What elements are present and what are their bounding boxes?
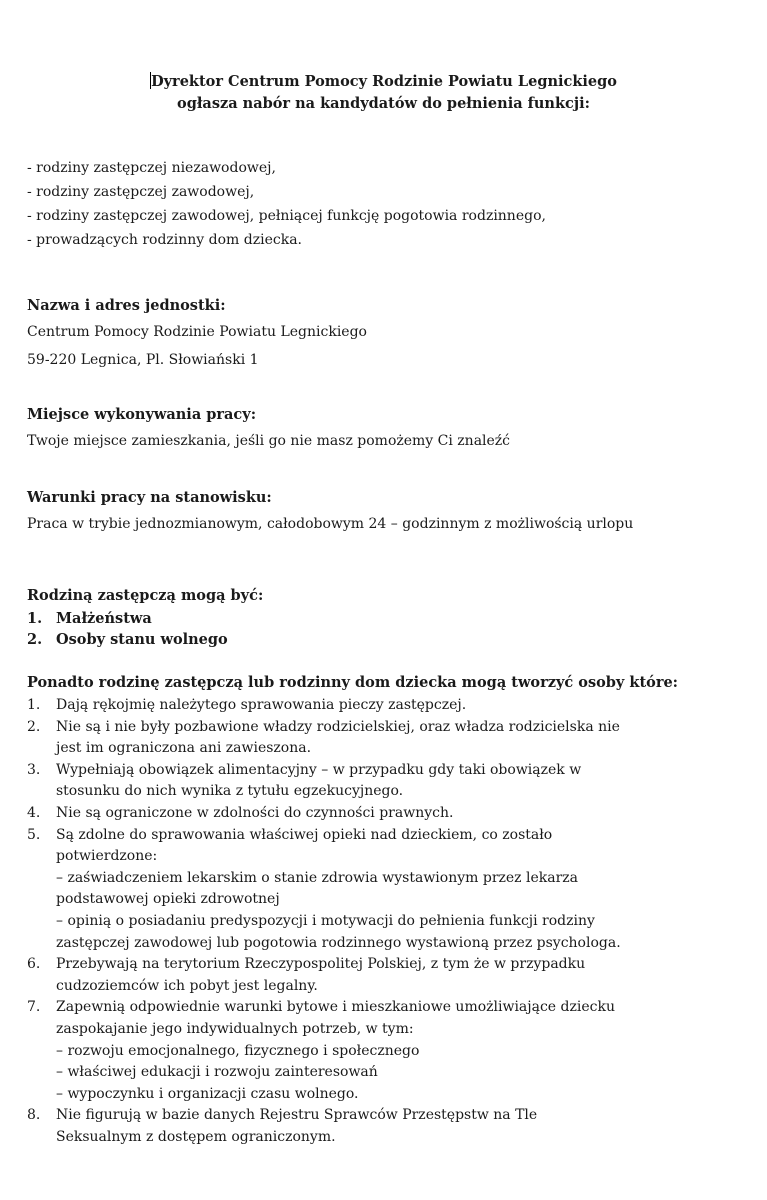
requirement-item	[0, 695, 757, 717]
announcement-header	[0, 71, 767, 115]
requirement-number: 5.	[27, 826, 41, 843]
requirement-line: Przebywają na terytorium Rzeczypospolitej Polskiej, z tym że w przypadku	[56, 956, 586, 973]
requirement-number: 4.	[27, 804, 41, 821]
requirement-item	[0, 1105, 757, 1148]
requirement-line: zastępczej zawodowej lub pogotowia rodzinnego wystawioną przez psychologa.	[56, 934, 621, 951]
requirement-line: Są zdolne do sprawowania właściwej opieki nad dzieckiem, co zostało	[56, 826, 553, 843]
requirement-number: 7.	[27, 999, 41, 1016]
workplace-title: Miejsce wykonywania pracy:	[27, 406, 257, 423]
unit-section	[27, 294, 747, 374]
workplace-text: Twoje miejsce zamieszkania, jeśli go nie masz pomożemy Ci znaleźć	[27, 433, 511, 449]
function-item: - rodziny zastępczej zawodowej, pełniącej funkcję pogotowia rodzinnego,	[27, 208, 546, 224]
requirement-item	[0, 825, 757, 955]
requirements-section	[27, 671, 757, 1148]
requirements-list	[0, 695, 757, 1148]
who-item-number: 2.	[27, 631, 43, 648]
requirement-line: Wypełniają obowiązek alimentacyjny – w przypadku gdy taki obowiązek w	[56, 761, 582, 778]
requirement-number: 1.	[27, 697, 41, 713]
who-item	[0, 629, 747, 650]
header-line-2: ogłasza nabór na kandydatów do pełnienia funkcji:	[177, 95, 590, 112]
requirement-line: cudzoziemców ich pobyt jest legalny.	[56, 977, 318, 994]
conditions-title: Warunki pracy na stanowisku:	[27, 489, 272, 506]
requirement-number: 2.	[27, 718, 41, 735]
header-line-1-text: Dyrektor Centrum Pomocy Rodzinie Powiatu Legnickiego	[151, 73, 617, 90]
unit-title: Nazwa i adres jednostki:	[27, 297, 226, 314]
function-item: - rodziny zastępczej zawodowej,	[27, 184, 255, 200]
who-item-number: 1.	[27, 610, 43, 627]
requirement-line: – rozwoju emocjonalnego, fizycznego i społecznego	[56, 1042, 420, 1059]
who-title: Rodziną zastępczą mogą być:	[27, 587, 264, 604]
requirement-number: 3.	[27, 761, 41, 778]
header-line-1	[0, 71, 767, 93]
who-item-text: Osoby stanu wolnego	[56, 631, 228, 648]
requirement-line: zaspokajanie jego indywidualnych potrzeb, w tym:	[56, 1020, 414, 1037]
function-item: - rodziny zastępczej niezawodowej,	[27, 160, 276, 176]
requirement-line: Nie są i nie były pozbawione władzy rodzicielskiej, oraz władza rodzicielska nie	[56, 718, 620, 735]
requirement-line: – właściwej edukacji i rozwoju zainteresowań	[56, 1064, 378, 1081]
requirement-line: Zapewnią odpowiednie warunki bytowe i mieszkaniowe umożliwiające dziecku	[56, 999, 615, 1016]
requirement-item	[0, 803, 757, 825]
requirement-line: Dają rękojmię należytego sprawowania pieczy zastępczej.	[56, 697, 467, 713]
unit-address: 59-220 Legnica, Pl. Słowiański 1	[27, 352, 259, 368]
requirement-line: jest im ograniczona ani zawieszona.	[56, 740, 312, 757]
functions-list	[27, 156, 747, 252]
requirement-line: Nie figurują w bazie danych Rejestru Sprawców Przestępstw na Tle	[56, 1107, 538, 1124]
function-item: - prowadzących rodzinny dom dziecka.	[27, 232, 303, 248]
who-item-text: Małżeństwa	[56, 610, 152, 627]
conditions-section	[27, 486, 747, 538]
requirement-line: – wypoczynku i organizacji czasu wolnego.	[56, 1085, 359, 1102]
who-item	[0, 608, 747, 629]
requirement-item	[0, 760, 757, 803]
who-list	[0, 608, 747, 650]
requirement-number: 8.	[27, 1107, 41, 1124]
who-section	[27, 584, 747, 650]
unit-name: Centrum Pomocy Rodzinie Powiatu Legnickiego	[27, 324, 367, 340]
conditions-text: Praca w trybie jednozmianowym, całodobowym 24 – godzinnym z możliwością urlopu	[27, 516, 634, 532]
requirement-item	[0, 717, 757, 760]
requirement-line: stosunku do nich wynika z tytułu egzekucyjnego.	[56, 783, 404, 800]
requirement-item	[0, 954, 757, 997]
requirement-line: – opinią o posiadaniu predyspozycji i motywacji do pełnienia funkcji rodziny	[56, 912, 595, 929]
workplace-section	[27, 403, 747, 455]
requirements-title: Ponadto rodzinę zastępczą lub rodzinny dom dziecka mogą tworzyć osoby które:	[27, 674, 679, 691]
requirement-line: potwierdzone:	[56, 848, 158, 865]
requirement-line: podstawowej opieki zdrowotnej	[56, 891, 280, 908]
requirement-line: Seksualnym z dostępem ograniczonym.	[56, 1128, 336, 1145]
requirement-line: – zaświadczeniem lekarskim o stanie zdrowia wystawionym przez lekarza	[56, 869, 579, 886]
requirement-number: 6.	[27, 956, 41, 973]
requirement-item	[0, 997, 757, 1105]
requirement-line: Nie są ograniczone w zdolności do czynności prawnych.	[56, 804, 454, 821]
